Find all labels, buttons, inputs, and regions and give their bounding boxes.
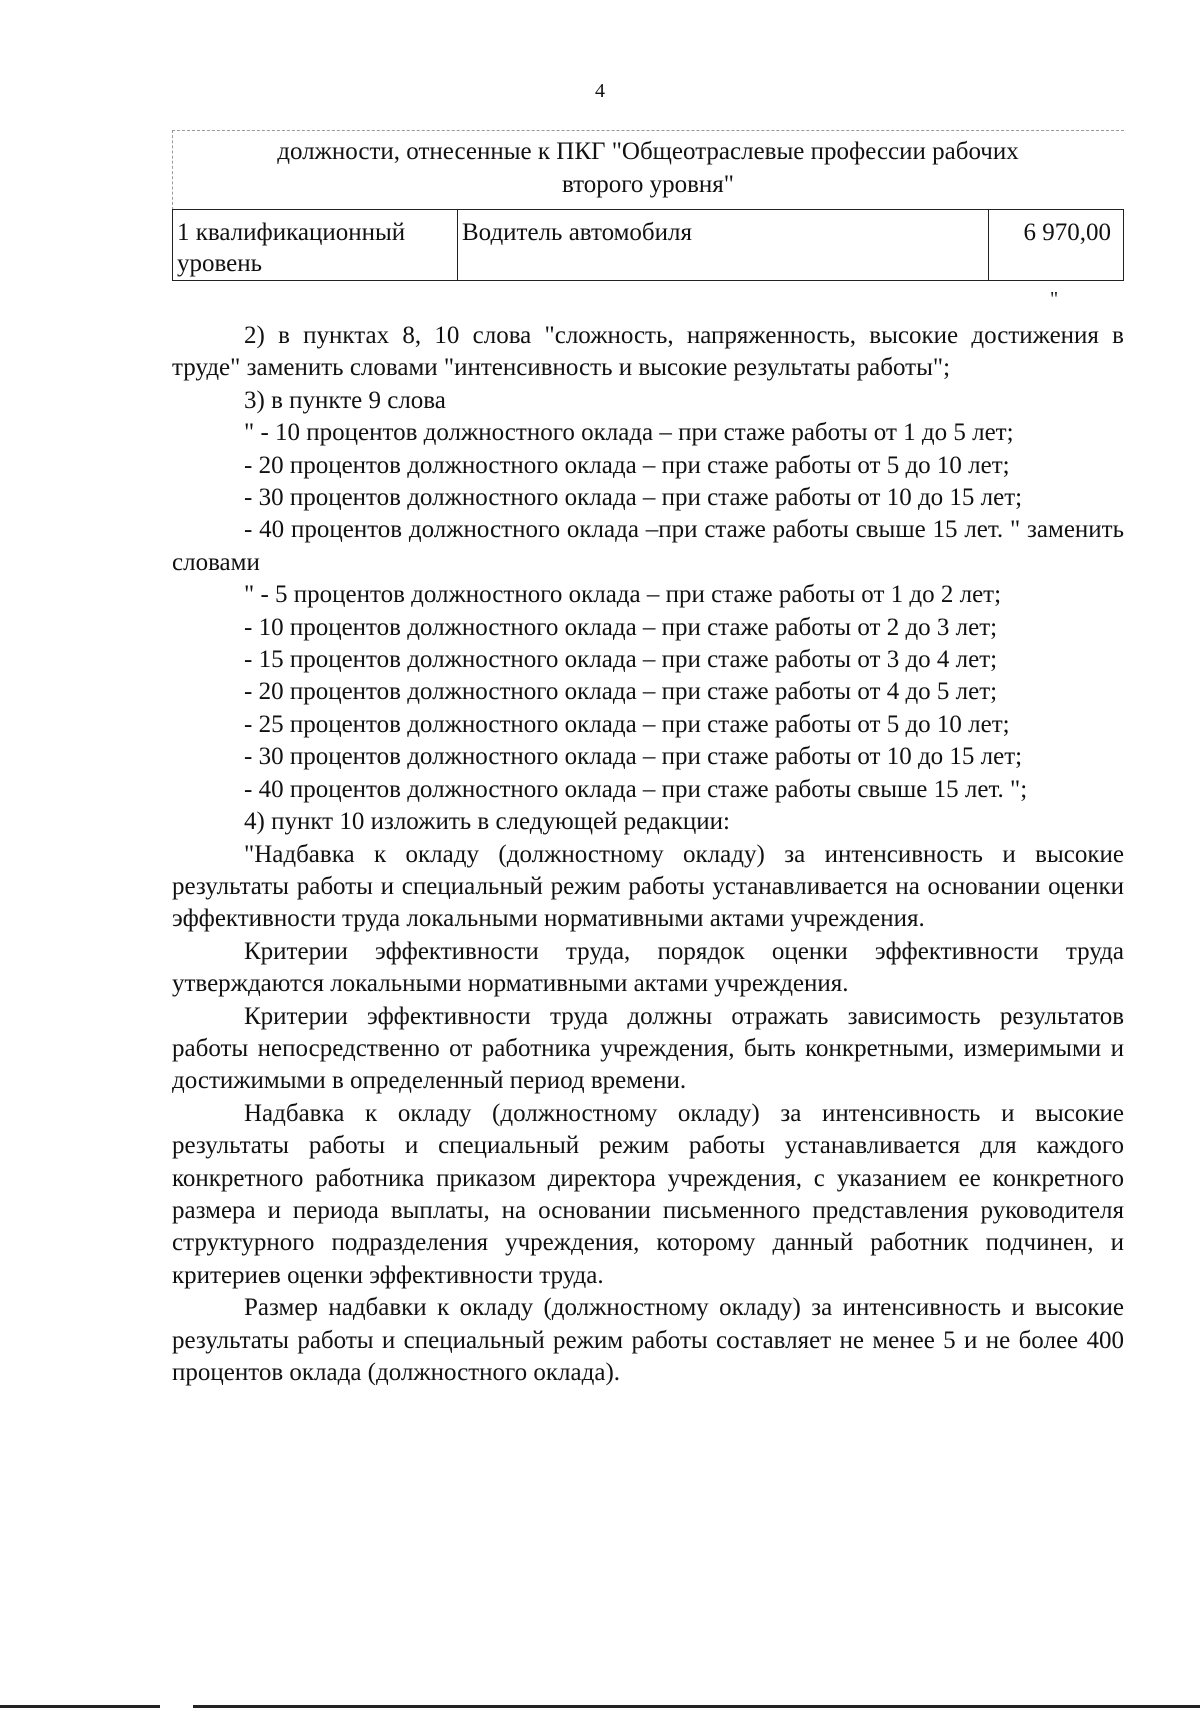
table-top-border <box>172 130 1124 131</box>
new-list-item: " - 5 процентов должностного оклада – при стаже работы от 1 до 2 лет; <box>244 581 1002 609</box>
new-list-item: - 20 процентов должностного оклада – при стаже работы от 4 до 5 лет; <box>244 678 998 706</box>
qualification-level-cell: 1 квалификационный уровень <box>173 210 458 281</box>
old-list-item: - 40 процентов должностного оклада –при стаже работы свыше 15 лет. " заменить словами <box>172 516 1124 576</box>
salary-table <box>172 209 1124 281</box>
footer-rule-left <box>0 1705 160 1708</box>
document-body <box>172 320 1124 1389</box>
new-list-item: - 25 процентов должностного оклада – при стаже работы от 5 до 10 лет; <box>244 710 1010 738</box>
new-list-item: - 15 процентов должностного оклада – при стаже работы от 3 до 4 лет; <box>244 646 998 674</box>
table-group-title <box>172 135 1124 201</box>
paragraph-3: 3) в пункте 9 слова <box>244 386 446 414</box>
paragraph-2: 2) в пунктах 8, 10 слова "сложность, напряженность, высокие достижения в труде" заменить словами "интенсивность и высокие результаты работы"; <box>172 322 1124 382</box>
clause-10-paragraph: "Надбавка к окладу (должностному окладу) за интенсивность и высокие результаты работы и специальный режим работы устанавливается на основании оценки эффективности труда локальными нормативными актами учреждения. <box>172 840 1124 933</box>
clause-10-paragraph: Надбавка к окладу (должностному окладу) за интенсивность и высокие результаты работы и специальный режим работы устанавливается для каждого конкретного работника приказом директора учреждения, с указанием ее конкретного размера и периода выплаты, на основании письменного представления руководителя структурного подразделения учреждения, которому данный работник подчинен, и критериев оценки эффективности труда. <box>172 1099 1124 1289</box>
old-list-item: - 30 процентов должностного оклада – при стаже работы от 10 до 15 лет; <box>244 484 1023 512</box>
table-row <box>173 210 1124 281</box>
salary-cell: 6 970,00 <box>989 210 1124 281</box>
group-title-line-1: должности, отнесенные к ПКГ "Общеотраслевые профессии рабочих <box>277 138 1019 165</box>
clause-10-paragraph: Размер надбавки к окладу (должностному окладу) за интенсивность и высокие результаты работы и специальный режим работы составляет не менее 5 и не более 400 процентов оклада (должностного оклада). <box>172 1294 1124 1386</box>
clause-10-paragraph: Критерии эффективности труда, порядок оценки эффективности труда утверждаются локальными нормативными актами учреждения. <box>172 937 1124 998</box>
position-cell: Водитель автомобиля <box>458 210 989 281</box>
old-list-item: - 20 процентов должностного оклада – при стаже работы от 5 до 10 лет; <box>244 451 1010 479</box>
page-number: 4 <box>595 80 605 102</box>
new-list-item: - 10 процентов должностного оклада – при стаже работы от 2 до 3 лет; <box>244 613 998 641</box>
paragraph-4: 4) пункт 10 изложить в следующей редакции: <box>244 808 730 836</box>
new-list-item: - 40 процентов должностного оклада – при стаже работы свыше 15 лет. "; <box>244 775 1028 803</box>
old-list-item: " - 10 процентов должностного оклада – при стаже работы от 1 до 5 лет; <box>244 419 1014 447</box>
group-title-line-2: второго уровня" <box>561 171 735 198</box>
footer-rule-right <box>193 1705 1200 1708</box>
new-list-item: - 30 процентов должностного оклада – при стаже работы от 10 до 15 лет; <box>244 743 1023 771</box>
clause-10-paragraph: Критерии эффективности труда должны отражать зависимость результатов работы непосредственно от работника учреждения, быть конкретными, измеримыми и достижимыми в определенный период времени. <box>172 1002 1124 1095</box>
table-closing-quote: " <box>1050 288 1059 310</box>
